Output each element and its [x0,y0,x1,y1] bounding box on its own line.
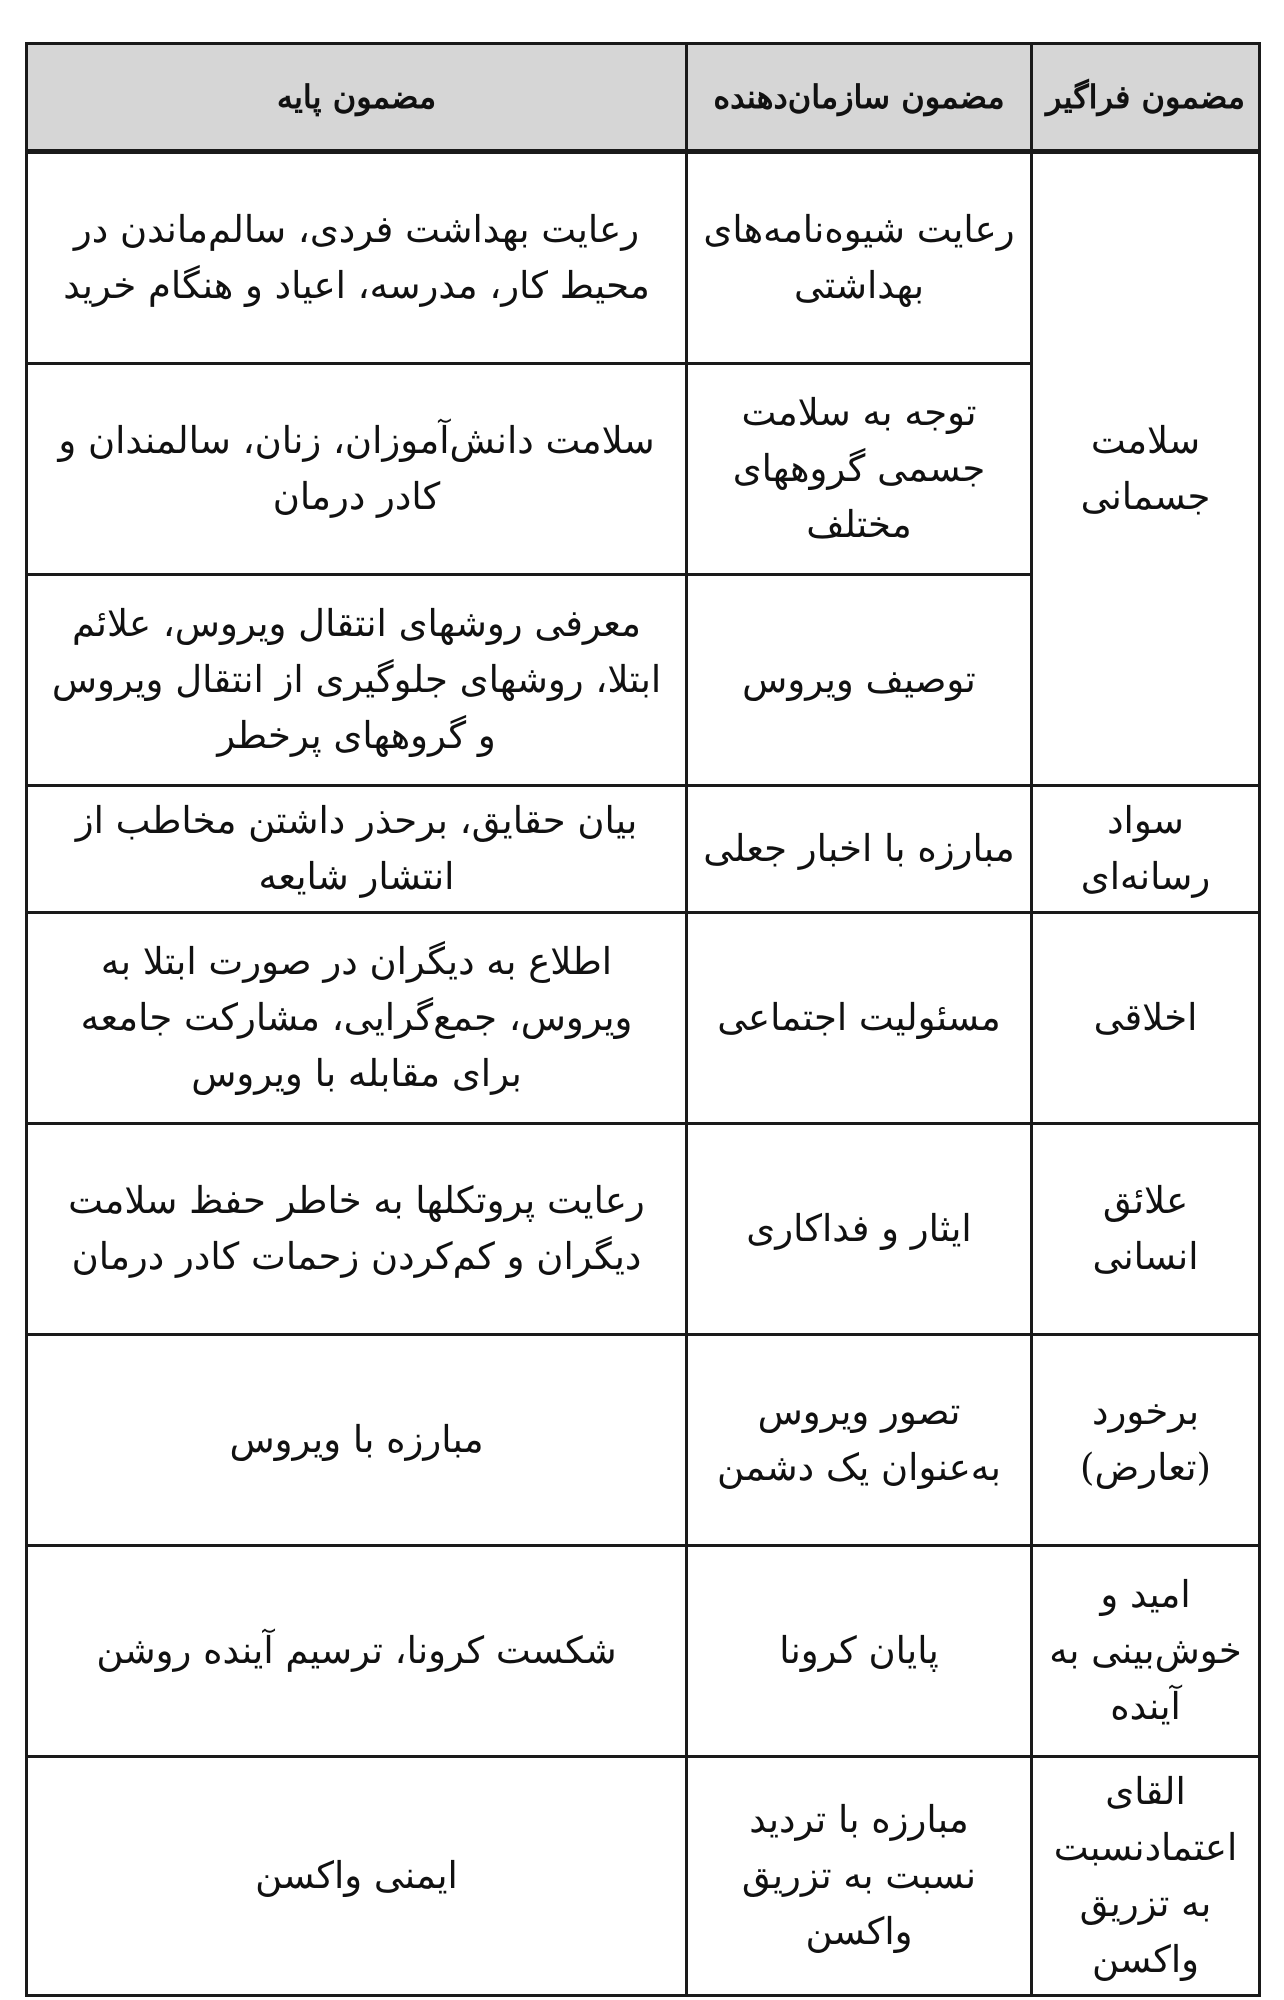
basic-theme-cell: شکست کرونا، ترسیم آینده روشن [27,1546,687,1757]
table-header [27,44,1260,152]
organizing-theme-cell: رعایت شیوه‌نامه‌های بهداشتی [687,152,1032,364]
basic-theme-cell: رعایت پروتکلها به خاطر حفظ سلامت دیگران و کم‌کردن زحمات کادر درمان [27,1124,687,1335]
header-row [27,44,1260,152]
organizing-theme-cell: ایثار و فداکاری [687,1124,1032,1335]
table-body [27,152,1260,1996]
basic-theme-cell: مبارزه با ویروس [27,1335,687,1546]
table-row [27,152,1260,364]
overarching-theme-cell: علائق انسانی [1032,1124,1260,1335]
table-row [27,1335,1260,1546]
organizing-theme-cell: توصیف ویروس [687,575,1032,786]
table-row [27,786,1260,913]
table-row [27,913,1260,1124]
header-basic-theme: مضمون پایه [27,44,687,152]
basic-theme-cell: بیان حقایق، برحذر داشتن مخاطب از انتشار شایعه [27,786,687,913]
organizing-theme-cell: توجه به سلامت جسمی گروههای مختلف [687,364,1032,575]
organizing-theme-cell: مسئولیت اجتماعی [687,913,1032,1124]
basic-theme-cell: ایمنی واکسن [27,1757,687,1996]
basic-theme-cell: سلامت دانش‌آموزان، زنان، سالمندان و کادر درمان [27,364,687,575]
themes-table [25,42,1261,1997]
table-row [27,1124,1260,1335]
overarching-theme-cell: سلامت جسمانی [1032,152,1260,786]
table-row [27,1757,1260,1996]
organizing-theme-cell: مبارزه با تردید نسبت به تزریق واکسن [687,1757,1032,1996]
basic-theme-cell: اطلاع به دیگران در صورت ابتلا به ویروس، جمع‌گرایی، مشارکت جامعه برای مقابله با ویروس [27,913,687,1124]
overarching-theme-cell: اخلاقی [1032,913,1260,1124]
overarching-theme-cell: برخورد (تعارض) [1032,1335,1260,1546]
organizing-theme-cell: تصور ویروس به‌عنوان یک دشمن [687,1335,1032,1546]
overarching-theme-cell: امید و خوش‌بینی به آینده [1032,1546,1260,1757]
header-overarching-theme: مضمون فراگیر [1032,44,1260,152]
header-organizing-theme: مضمون سازمان‌دهنده [687,44,1032,152]
table-row [27,1546,1260,1757]
overarching-theme-cell: القای اعتمادنسبت به تزریق واکسن [1032,1757,1260,1996]
basic-theme-cell: رعایت بهداشت فردی، سالم‌ماندن در محیط کار، مدرسه، اعیاد و هنگام خرید [27,152,687,364]
organizing-theme-cell: پایان کرونا [687,1546,1032,1757]
themes-table-container [25,42,1258,1997]
basic-theme-cell: معرفی روشهای انتقال ویروس، علائم ابتلا، روشهای جلوگیری از انتقال ویروس و گروههای پرخطر [27,575,687,786]
organizing-theme-cell: مبارزه با اخبار جعلی [687,786,1032,913]
overarching-theme-cell: سواد رسانه‌ای [1032,786,1260,913]
